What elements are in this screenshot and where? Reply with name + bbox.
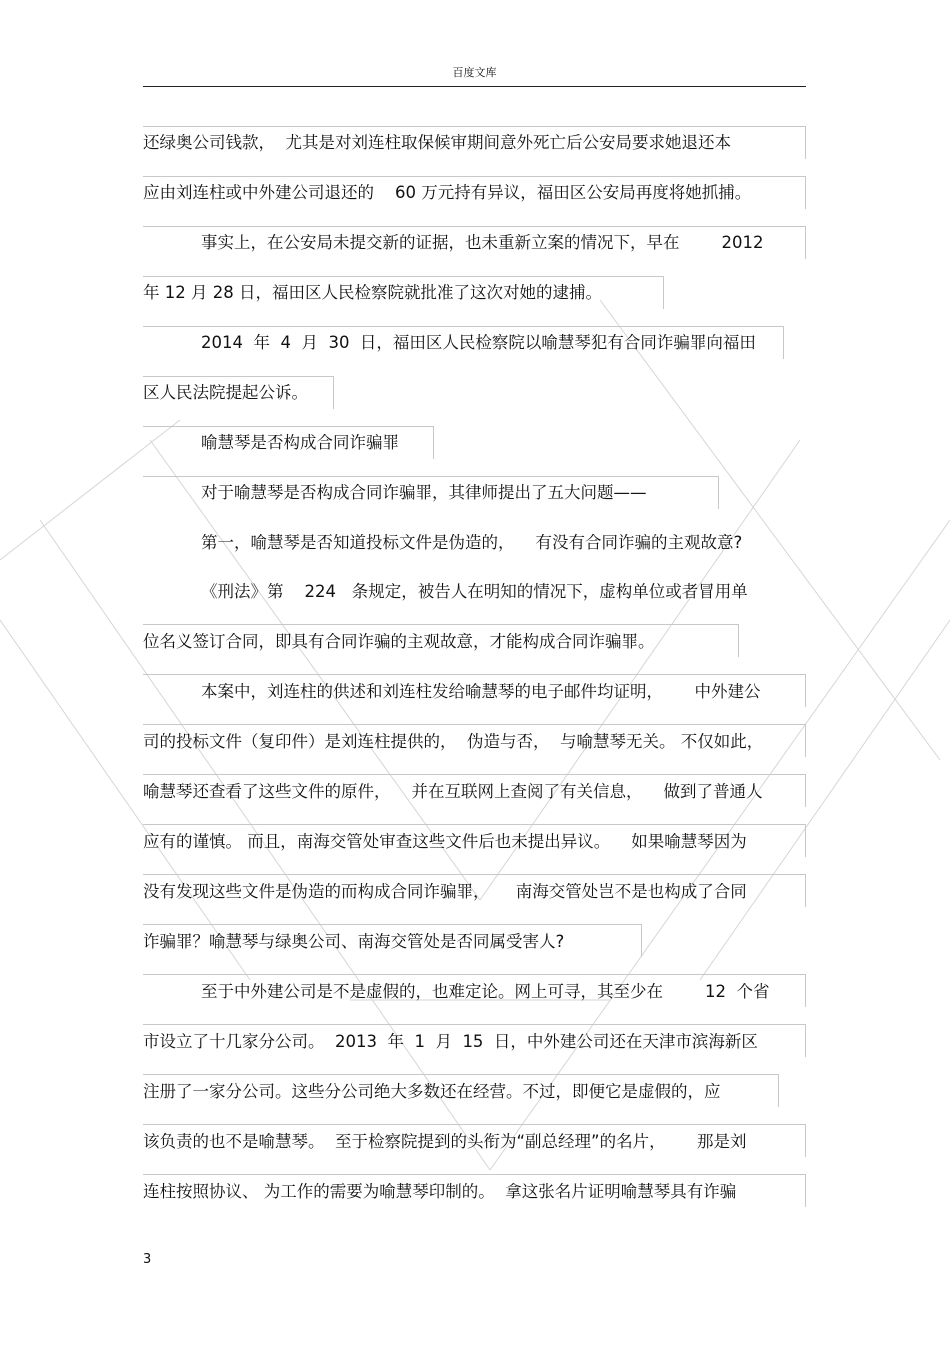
text-line: 2014 年 4 月 30 日，福田区人民检察院以喻慧琴犯有合同诈骗罪向福田 xyxy=(201,333,756,352)
text-line: 喻慧琴还查看了这些文件的原件， 并在互联网上查阅了有关信息， 做到了普通人 xyxy=(143,782,763,801)
text-line: 没有发现这些文件是伪造的而构成合同诈骗罪， 南海交管处岂不是也构成了合同 xyxy=(143,882,747,901)
text-line: 注册了一家分公司。这些分公司绝大多数还在经营。不过，即便它是虚假的，应 xyxy=(143,1082,721,1101)
text-line: 市设立了十几家分公司。 2013 年 1 月 15 日，中外建公司还在天津市滨海新区 xyxy=(143,1032,758,1051)
page-header: 百度文库 xyxy=(143,66,806,87)
text-line: 年 12 月 28 日，福田区人民检察院就批准了这次对她的逮捕。 xyxy=(143,283,602,302)
text-line: 本案中，刘连柱的供述和刘连柱发给喻慧琴的电子邮件均证明， 中外建公 xyxy=(201,682,761,701)
text-line: 至于中外建公司是不是虚假的，也难定论。网上可寻，其至少在 12 个省 xyxy=(201,982,770,1001)
text-line: 应由刘连柱或中外建公司退还的 60 万元持有异议，福田区公安局再度将她抓捕。 xyxy=(143,183,752,202)
text-line: 区人民法院提起公诉。 xyxy=(143,383,308,402)
text-line: 连柱按照协议、 为工作的需要为喻慧琴印制的。 拿这张名片证明喻慧琴具有诈骗 xyxy=(143,1182,737,1201)
page-number: 3 xyxy=(143,1252,152,1267)
text-line: 第一，喻慧琴是否知道投标文件是伪造的， 有没有合同诈骗的主观故意? xyxy=(201,533,743,552)
text-line: 《刑法》第 224 条规定，被告人在明知的情况下，虚构单位或者冒用单 xyxy=(201,582,748,601)
text-line: 对于喻慧琴是否构成合同诈骗罪，其律师提出了五大问题—— xyxy=(201,483,647,502)
section-heading: 喻慧琴是否构成合同诈骗罪 xyxy=(201,433,399,452)
text-line: 位名义签订合同，即具有合同诈骗的主观故意，才能构成合同诈骗罪。 xyxy=(143,632,655,651)
text-line: 司的投标文件（复印件）是刘连柱提供的， 伪造与否， 与喻慧琴无关。 不仅如此， xyxy=(143,732,764,751)
text-line: 应有的谨慎。 而且，南海交管处审查这些文件后也未提出异议。 如果喻慧琴因为 xyxy=(143,832,747,851)
text-line: 还绿奥公司钱款， 尤其是对刘连柱取保候审期间意外死亡后公安局要求她退还本 xyxy=(143,133,731,152)
text-line: 该负责的也不是喻慧琴。 至于检察院提到的头衔为“副总经理”的名片， 那是刘 xyxy=(143,1132,747,1151)
text-line: 事实上，在公安局未提交新的证据，也未重新立案的情况下，早在 2012 xyxy=(201,233,764,252)
text-line: 诈骗罪？喻慧琴与绿奥公司、南海交管处是否同属受害人? xyxy=(143,932,565,951)
